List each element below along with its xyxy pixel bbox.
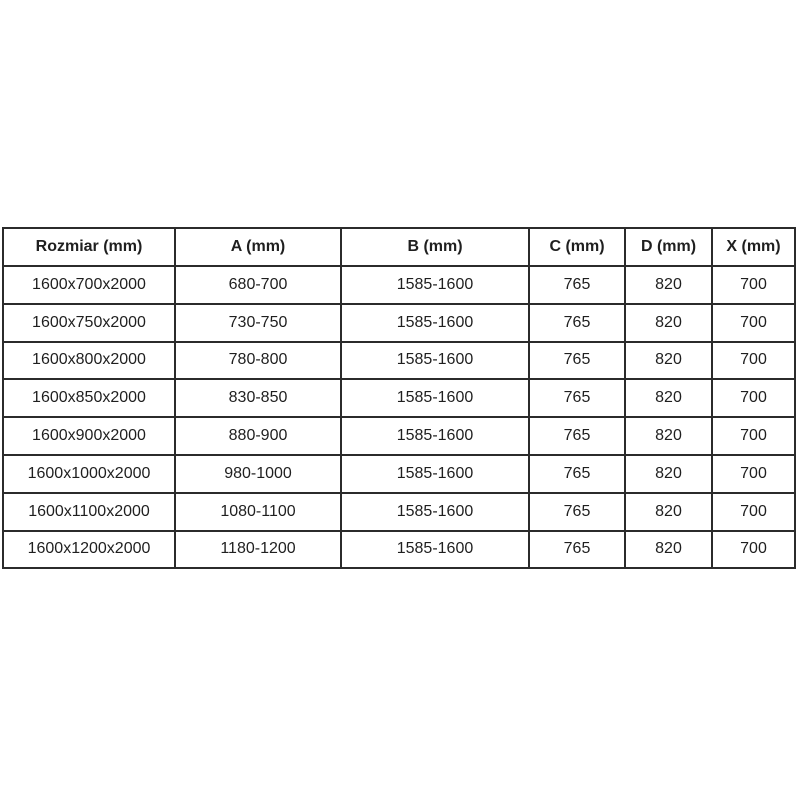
table-row <box>3 342 795 380</box>
table-row <box>3 379 795 417</box>
table-row <box>3 531 795 569</box>
table-row <box>3 304 795 342</box>
table-cell: 765 <box>529 493 625 531</box>
table-cell: 700 <box>712 342 795 380</box>
column-header-b: B (mm) <box>341 228 529 266</box>
table-cell: 700 <box>712 531 795 569</box>
table-cell: 700 <box>712 493 795 531</box>
table-cell: 680-700 <box>175 266 341 304</box>
table-cell: 1600x900x2000 <box>3 417 175 455</box>
table-cell: 765 <box>529 379 625 417</box>
table-cell: 765 <box>529 531 625 569</box>
table-header <box>3 228 795 266</box>
table-cell: 1180-1200 <box>175 531 341 569</box>
column-header-rozmiar: Rozmiar (mm) <box>3 228 175 266</box>
table-cell: 820 <box>625 493 712 531</box>
table-cell: 1600x1000x2000 <box>3 455 175 493</box>
table-cell: 765 <box>529 417 625 455</box>
table-cell: 1600x1200x2000 <box>3 531 175 569</box>
table-body <box>3 266 795 568</box>
table-cell: 820 <box>625 417 712 455</box>
table-cell: 700 <box>712 455 795 493</box>
table-cell: 1600x1100x2000 <box>3 493 175 531</box>
table-cell: 765 <box>529 266 625 304</box>
table-row <box>3 266 795 304</box>
table-cell: 880-900 <box>175 417 341 455</box>
table-cell: 980-1000 <box>175 455 341 493</box>
table-cell: 700 <box>712 266 795 304</box>
column-header-d: D (mm) <box>625 228 712 266</box>
table-cell: 1600x800x2000 <box>3 342 175 380</box>
table-cell: 700 <box>712 417 795 455</box>
table-cell: 1080-1100 <box>175 493 341 531</box>
table-cell: 1600x700x2000 <box>3 266 175 304</box>
table-cell: 765 <box>529 304 625 342</box>
table-cell: 830-850 <box>175 379 341 417</box>
table-cell: 1585-1600 <box>341 455 529 493</box>
table-cell: 765 <box>529 455 625 493</box>
table-cell: 1600x850x2000 <box>3 379 175 417</box>
table-cell: 820 <box>625 379 712 417</box>
table-row <box>3 493 795 531</box>
table-cell: 700 <box>712 304 795 342</box>
table-cell: 1585-1600 <box>341 417 529 455</box>
table-cell: 820 <box>625 531 712 569</box>
table-cell: 1585-1600 <box>341 342 529 380</box>
table-cell: 820 <box>625 342 712 380</box>
header-row <box>3 228 795 266</box>
column-header-c: C (mm) <box>529 228 625 266</box>
table-cell: 730-750 <box>175 304 341 342</box>
table-cell: 1585-1600 <box>341 493 529 531</box>
column-header-a: A (mm) <box>175 228 341 266</box>
table-cell: 780-800 <box>175 342 341 380</box>
table-cell: 820 <box>625 266 712 304</box>
table-cell: 820 <box>625 455 712 493</box>
table-cell: 820 <box>625 304 712 342</box>
size-specification-table <box>2 227 796 569</box>
table-cell: 1585-1600 <box>341 531 529 569</box>
table-cell: 1585-1600 <box>341 266 529 304</box>
table-row <box>3 455 795 493</box>
table-cell: 765 <box>529 342 625 380</box>
table-row <box>3 417 795 455</box>
table-cell: 1585-1600 <box>341 379 529 417</box>
table-cell: 1585-1600 <box>341 304 529 342</box>
column-header-x: X (mm) <box>712 228 795 266</box>
table-cell: 700 <box>712 379 795 417</box>
table-cell: 1600x750x2000 <box>3 304 175 342</box>
